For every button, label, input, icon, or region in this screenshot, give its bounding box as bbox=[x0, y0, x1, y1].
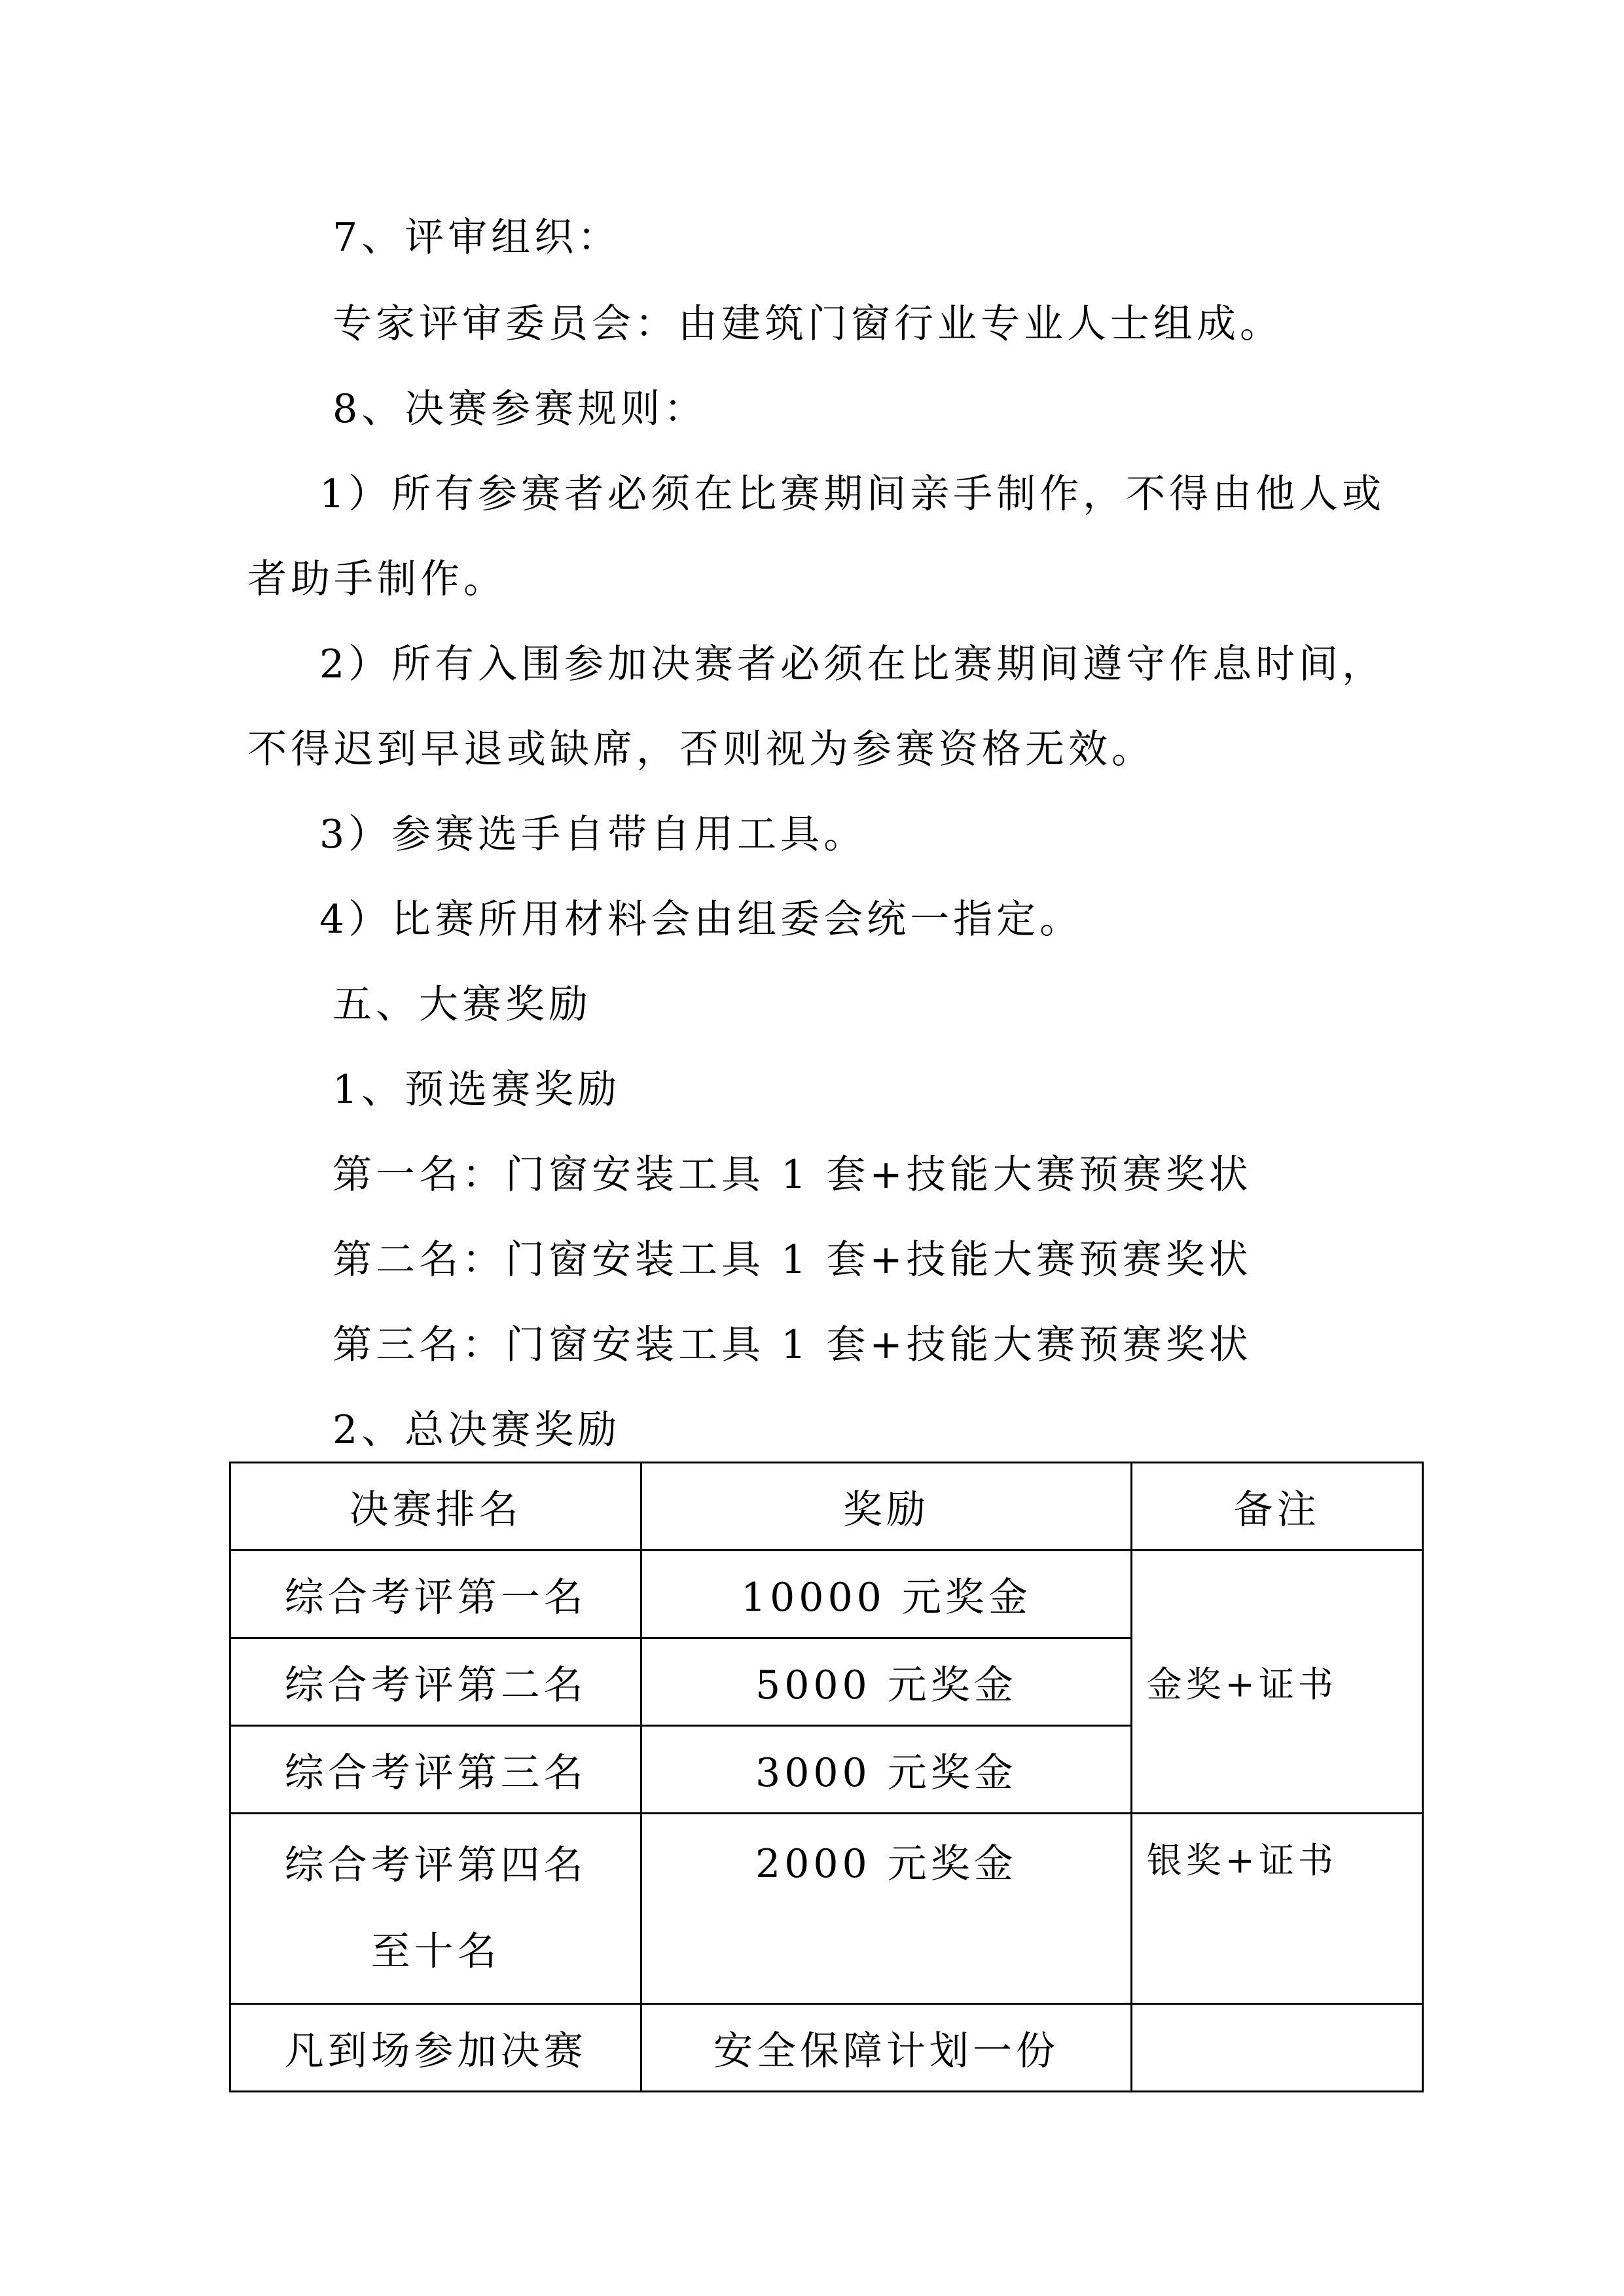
reward-cell: 5000 元奖金 bbox=[641, 1638, 1131, 1726]
paragraph-rule-2: 2）所有入围参加决赛者必须在比赛期间遵守作息时间， bbox=[319, 641, 1386, 687]
paragraph-review-organization: 7、评审组织： bbox=[333, 215, 621, 260]
silver-note-cell: 银奖+证书 bbox=[1131, 1814, 1422, 2004]
paragraph-rule-1: 1）所有参赛者必须在比赛期间亲手制作，不得由他人或 bbox=[319, 471, 1386, 517]
rank-line-2: 至十名 bbox=[370, 1929, 501, 1975]
final-awards-table bbox=[229, 1462, 1424, 2092]
paragraph-rule-2-cont: 不得迟到早退或缺席，否则视为参赛资格无效。 bbox=[247, 726, 1155, 772]
rank-cell: 凡到场参加决赛 bbox=[230, 2004, 641, 2092]
rank-cell: 综合考评第三名 bbox=[230, 1726, 641, 1814]
rank-line-1: 综合考评第四名 bbox=[284, 1842, 587, 1888]
table-row bbox=[230, 1551, 1423, 1638]
rank-cell bbox=[230, 1814, 641, 2004]
note-cell bbox=[1131, 2004, 1422, 2092]
preliminary-third-place: 第三名：门窗安装工具 1 套+技能大赛预赛奖状 bbox=[333, 1322, 1252, 1368]
rank-cell: 综合考评第二名 bbox=[230, 1638, 641, 1726]
header-rank: 决赛排名 bbox=[230, 1463, 641, 1551]
reward-cell: 10000 元奖金 bbox=[641, 1551, 1131, 1638]
gold-note-cell: 金奖+证书 bbox=[1131, 1551, 1422, 1814]
paragraph-final-rules-heading: 8、决赛参赛规则： bbox=[333, 386, 708, 432]
preliminary-second-place: 第二名：门窗安装工具 1 套+技能大赛预赛奖状 bbox=[333, 1237, 1252, 1283]
reward-cell: 3000 元奖金 bbox=[641, 1726, 1131, 1814]
header-reward: 奖励 bbox=[641, 1463, 1131, 1551]
subheading-final-awards: 2、总决赛奖励 bbox=[333, 1407, 621, 1453]
paragraph-rule-3: 3）参赛选手自带自用工具。 bbox=[319, 812, 867, 857]
section-heading-awards: 五、大赛奖励 bbox=[333, 982, 592, 1028]
paragraph-rule-4: 4）比赛所用材料会由组委会统一指定。 bbox=[319, 897, 1083, 942]
rank-cell: 综合考评第一名 bbox=[230, 1551, 641, 1638]
subheading-preliminary-awards: 1、预选赛奖励 bbox=[333, 1067, 621, 1113]
table-row bbox=[230, 2004, 1423, 2092]
table-header-row bbox=[230, 1463, 1423, 1551]
preliminary-first-place: 第一名：门窗安装工具 1 套+技能大赛预赛奖状 bbox=[333, 1152, 1252, 1198]
paragraph-rule-1-cont: 者助手制作。 bbox=[247, 556, 507, 602]
paragraph-expert-committee: 专家评审委员会：由建筑门窗行业专业人士组成。 bbox=[333, 301, 1283, 347]
header-note: 备注 bbox=[1131, 1463, 1422, 1551]
reward-cell: 安全保障计划一份 bbox=[641, 2004, 1131, 2092]
table-row bbox=[230, 1814, 1423, 2004]
reward-cell: 2000 元奖金 bbox=[641, 1814, 1131, 2004]
